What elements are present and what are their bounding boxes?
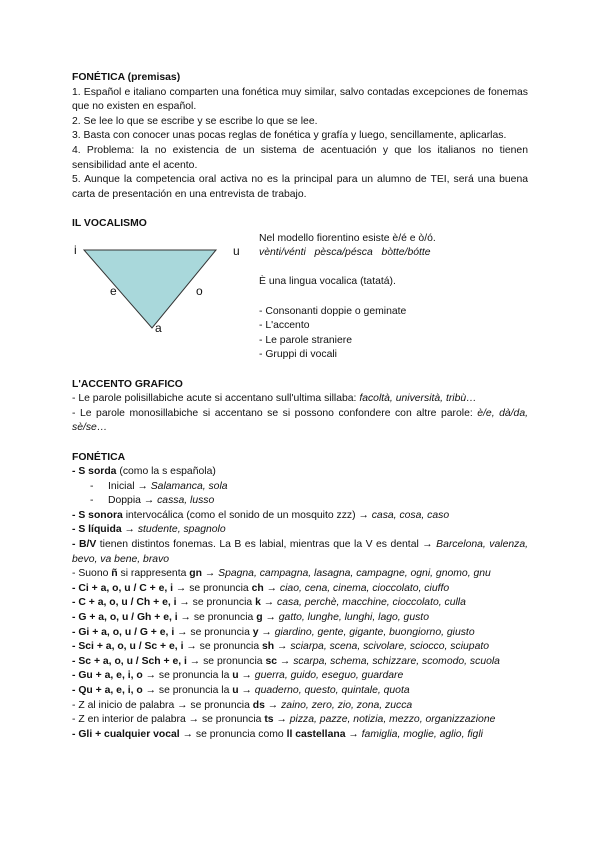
document-page [72,71,528,742]
vowel-label-e: e [110,283,117,298]
rule-text: → se pronuncia la [142,670,233,682]
rule-example: zaino, zero, zio, zona, zucca [281,699,413,711]
vowel-label-i: i [74,242,77,257]
rule-example: quaderno, questo, quintale, quota [254,685,410,696]
vocalismo-list-item: - Gruppi di vocali [259,349,337,361]
rule-text: → [277,655,294,667]
rule-key: - Sc + a, o, u / Sch + e, i [72,655,187,667]
rule-sound: k [255,597,261,609]
rule-c [72,596,528,611]
rule-s-liquida [72,523,528,538]
rule-qu [72,684,528,699]
rule-key: ñ [111,568,118,580]
rule-key: - S sorda [72,466,117,478]
rule-sound: ts [264,714,274,726]
rule-text: → se pronuncia [176,597,256,609]
vocalismo-line-2: vènti/vénti pèsca/pésca bòtte/bótte [259,247,431,259]
rule-example: scarpa, schema, schizzare, scomodo, scuola [293,655,500,667]
rule-key: gn [189,568,202,580]
rule-text: → se pronuncia [177,612,257,624]
rule-text: → [238,685,255,696]
rule-example: gatto, lunghe, lunghi, lago, gusto [278,612,429,624]
rule-example: Spagna, campagna, lasagna, campagne, ogni, gnomo, gnu [218,568,491,580]
vocalismo-line-3: È una lingua vocalica (tatatá). [259,276,396,288]
section-title-fonetica: FONÉTICA [72,451,126,463]
rule-text: → se pronuncia como [179,728,287,740]
rule-sc [72,655,528,670]
rule-text: → [238,670,255,682]
rule-key: - G + a, o, u / Gh + e, i [72,612,178,624]
rule-gu [72,669,528,684]
rule-z-interior [72,713,528,728]
vowel-label-a: a [155,320,162,335]
rule-example: giardino, gente, gigante, buongiorno, giusto [274,626,475,638]
vowel-triangle-diagram [72,232,252,378]
section-title-vocalismo: IL VOCALISMO [72,217,147,229]
premisa-2: 2. Se lee lo que se escribe y se escribe lo que se lee. [72,115,318,127]
rule-text: tienen distintos fonemas. La B es labial, mientras que la V es dental → [96,539,437,551]
rule-text: → [258,626,275,638]
rule-key: - Ci + a, o, u / C + e, i [72,582,174,594]
rule-key: - B/V [72,539,97,551]
section-title-fonetica-premisas: FONÉTICA (premisas) [72,72,181,83]
rule-ci [72,582,528,597]
rule-gi [72,626,528,641]
rule-example: famiglia, moglie, aglio, figli [361,728,483,740]
rule-example: cassa, lusso [157,495,215,507]
rule-example: casa, cosa, caso [371,509,450,521]
rule-example: sciarpa, scena, scivolare, sciocco, sciupato [290,641,490,653]
rule-sound: y [252,626,259,638]
rule-example: pizza, pazze, notizia, mezzo, organizzazione [289,714,496,726]
rule-gn [72,567,528,582]
accento-line-2 [72,407,528,436]
rule-g [72,611,528,626]
rule-text: → se pronuncia [183,641,263,653]
rule-key: - Gi + a, o, u / G + e, i [72,626,175,638]
rule-s-sorda [72,465,528,480]
rule-text: - Suono [72,568,112,580]
rule-text: Doppia → [108,495,158,507]
rule-sound: u [232,685,239,696]
rule-sound: ds [252,699,265,711]
rule-text: → [345,728,362,740]
premisa-1: 1. Español e italiano comparten una fonética muy similar, salvo contadas excepciones de fonemas que no existen en español. [72,86,528,113]
rule-text: Inicial → [108,480,151,492]
rule-sound: g [256,612,263,624]
rule-text: → [263,582,280,594]
vocalismo-list-item: - Le parole straniere [259,334,352,346]
rule-example: guerra, guido, eseguo, guardare [254,670,404,682]
rule-text: → [262,612,279,624]
rule-sound: sc [265,655,278,667]
rule-s-sonora [72,509,528,524]
rule-gli [72,728,528,743]
accento-example: facoltà, università, tribù… [359,393,477,405]
rule-sound: ll castellana [286,728,346,740]
rule-key: - Gli + cualquier vocal [72,728,180,740]
rule-sound: ch [251,582,264,594]
rule-text: → se pronuncia [174,626,253,638]
rule-text: (como la s española) [116,466,216,478]
accento-text: - Le parole polisillabiche acute si accentano sull'ultima sillaba: [72,393,360,405]
premisa-3: 3. Basta con conocer unas pocas reglas de fonética y grafía y luego, sencillamente, aplicarlas. [72,130,507,142]
accento-example: è/e, dà/da, sè/se… [72,407,528,434]
rule-text: → [121,524,138,536]
rule-key: - Gu + a, e, i, o [72,670,143,682]
rule-text: → se pronuncia la [142,685,233,696]
rule-text: si rappresenta [117,568,190,580]
rule-text: → [273,714,290,726]
vowel-label-u: u [233,243,240,258]
section-title-accento: L'ACCENTO GRAFICO [72,378,183,390]
vocalismo-list-item: - Consonanti doppie o geminate [259,305,407,317]
rule-key: - C + a, o, u / Ch + e, i [72,597,177,609]
vowel-label-o: o [196,283,203,298]
rule-sound: sh [262,641,275,653]
rule-s-sorda-inicial: - Inicial → Salamanca, sola [90,480,228,492]
rule-text: intervocálica (como el sonido de un mosquito zzz) → [122,509,372,521]
rule-bv [72,538,528,567]
rule-sci [72,640,528,655]
premisa-5: 5. Aunque la competencia oral activa no es la principal para un alumno de TEI, será una buena carta de presentación en una entrevista de trabajo. [72,174,528,200]
rule-text: → se pronuncia [186,655,266,667]
accento-line-1 [72,392,528,407]
rule-key: - S líquida [72,524,122,536]
vocalismo-list-item: - L'accento [259,320,310,332]
vocalismo-block [72,232,528,378]
rule-example: studente, spagnolo [137,524,226,536]
rule-text: → [260,597,278,609]
vocalismo-line-1: Nel modello fiorentino esiste è/é e ò/ó. [259,232,436,244]
rule-text: → [201,568,219,580]
rule-text: - Z en interior de palabra → se pronuncia [72,714,265,726]
rule-key: - Sci + a, o, u / Sc + e, i [72,641,184,653]
rule-s-sorda-doppia: - Doppia → cassa, lusso [90,495,215,507]
vocalismo-notes [259,232,529,363]
premisa-4: 4. Problema: la no existencia de un sistema de acentuación y que los italianos no tienen sensibilidad ante el acento. [72,144,528,171]
rule-key: - Qu + a, e, i, o [72,685,143,696]
rule-key: - S sonora [72,509,123,521]
rule-text: → [274,641,291,653]
rule-example: casa, perchè, macchine, cioccolato, culla [277,597,466,609]
rule-sound: u [232,670,239,682]
rule-example: Salamanca, sola [150,480,228,492]
rule-text: → se pronuncia [173,582,252,594]
rule-example: ciao, cena, cinema, cioccolato, ciuffo [279,582,450,594]
accento-text: - Le parole monosillabiche si accentano se si possono confondere con altre parole: [72,407,478,419]
rule-example: Barcelona, valenza, bevo, va bene, bravo [72,539,528,565]
rule-z-inicial [72,699,528,714]
rule-text: - Z al inicio de palabra → se pronuncia [72,699,253,711]
rule-text: → [264,699,282,711]
